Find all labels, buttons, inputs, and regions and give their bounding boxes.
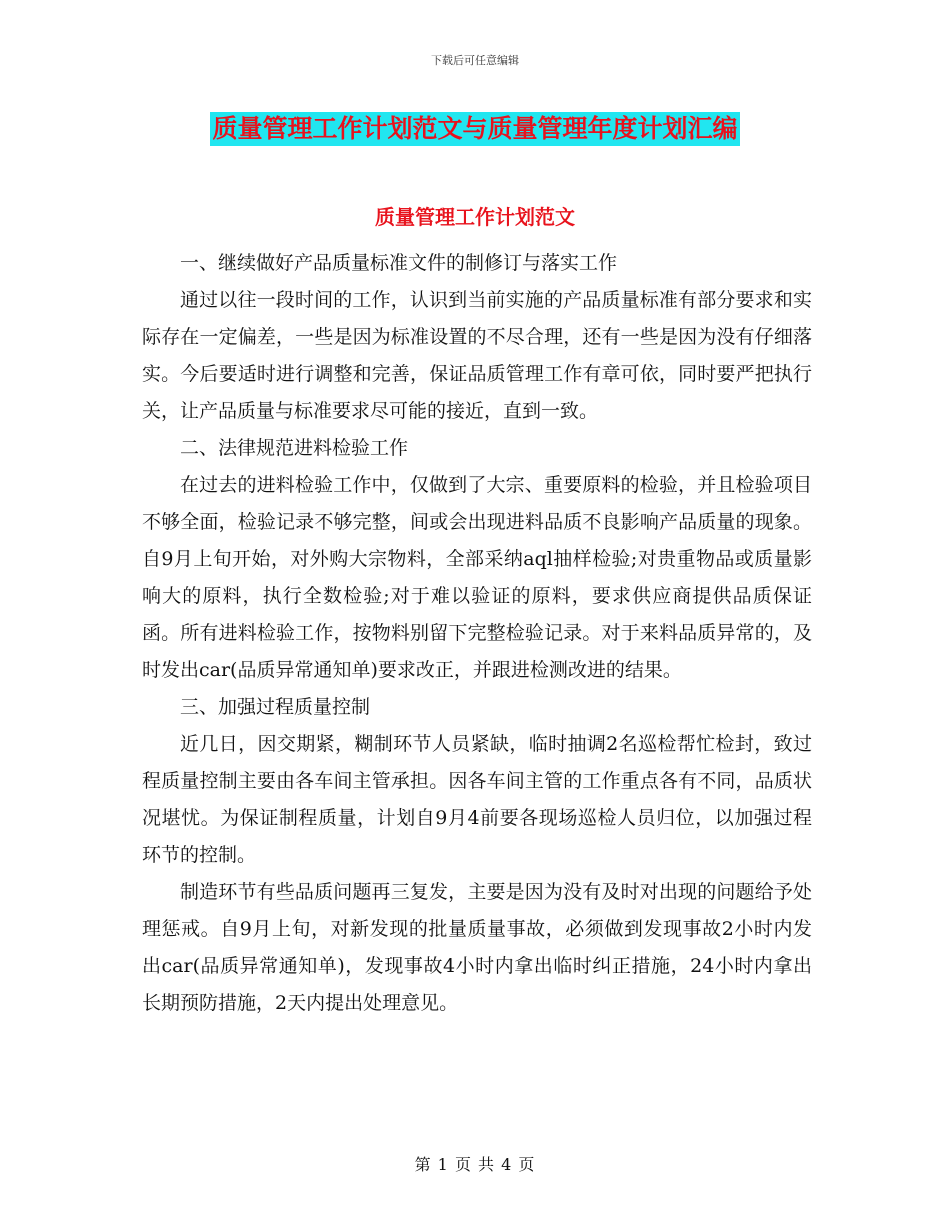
document-body xyxy=(142,245,812,1022)
header-note: 下载后可任意编辑 xyxy=(431,54,519,67)
heading-item-2: 二、法律规范进料检验工作 xyxy=(180,437,409,459)
heading-item-1: 一、继续做好产品质量标准文件的制修订与落实工作 xyxy=(180,252,618,274)
main-title-container xyxy=(0,112,950,146)
document-title: 质量管理工作计划范文与质量管理年度计划汇编 xyxy=(210,112,739,146)
body-paragraph: 通过以往一段时间的工作，认识到当前实施的产品质量标准有部分要求和实际存在一定偏差，一些是因为标准设置的不尽合理，还有一些是因为没有仔细落实。今后要适时进行调整和完善，保证品质管理工作有章可依，同时要严把执行关，让产品质量与标准要求尽可能的接近，直到一致。 xyxy=(142,289,812,422)
body-paragraph: 制造环节有些品质问题再三复发，主要是因为没有及时对出现的问题给予处理惩戒。自9月上旬，对新发现的批量质量事故，必须做到发现事故2小时内发出car(品质异常通知单)，发现事故4小时内拿出临时纠正措施，24小时内拿出长期预防措施，2天内提出处理意见。 xyxy=(142,881,812,1014)
body-paragraph: 在过去的进料检验工作中，仅做到了大宗、重要原料的检验，并且检验项目不够全面，检验记录不够完整，间或会出现进料品质不良影响产品质量的现象。自9月上旬开始，对外购大宗物料，全部采纳aql抽样检验;对贵重物品或质量影响大的原料，执行全数检验;对于难以验证的原料，要求供应商提供品质保证函。所有进料检验工作，按物料别留下完整检验记录。对于来料品质异常的，及时发出car(品质异常通知单)要求改正，并跟进检测改进的结果。 xyxy=(142,474,812,681)
section-title: 质量管理工作计划范文 xyxy=(375,205,575,229)
heading-item-3: 三、加强过程质量控制 xyxy=(180,696,371,718)
page-footer: 第 1 页 共 4 页 xyxy=(414,1155,536,1174)
body-paragraph: 近几日，因交期紧，糊制环节人员紧缺，临时抽调2名巡检帮忙检封，致过程质量控制主要由各车间主管承担。因各车间主管的工作重点各有不同，品质状况堪忧。为保证制程质量，计划自9月4前要各现场巡检人员归位，以加强过程环节的控制。 xyxy=(142,733,812,866)
